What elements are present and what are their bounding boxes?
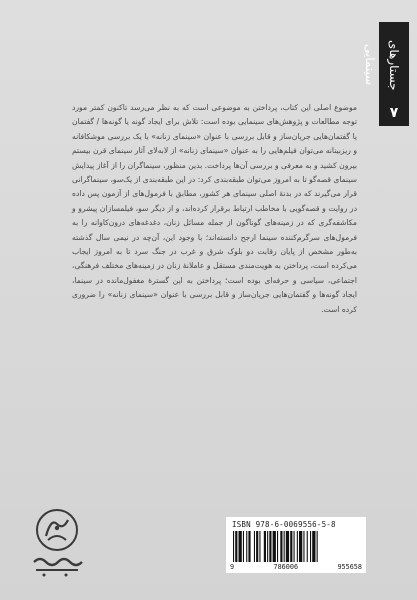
- barcode-bar: [290, 531, 292, 562]
- isbn-label: ISBN 978-6-0069556-5-8: [232, 520, 336, 529]
- barcode-bar: [299, 531, 302, 562]
- barcode-bar: [307, 531, 308, 562]
- barcode-bar: [312, 531, 315, 562]
- barcode-bar: [286, 531, 289, 562]
- barcode-digit-right: 955658: [337, 563, 362, 571]
- barcode-bar: [303, 531, 304, 562]
- series-label: [363, 22, 409, 126]
- barcode-bar: [267, 531, 268, 562]
- publisher-logo: [26, 506, 88, 580]
- barcode-bar: [239, 531, 242, 562]
- series-number: ۷: [389, 105, 399, 121]
- barcode-bar: [235, 531, 237, 562]
- barcode-bar: [273, 531, 276, 562]
- barcode-bar: [248, 531, 250, 562]
- publisher-logo-icon: [26, 506, 88, 580]
- series-title: جستارهای سینمایی: [363, 39, 401, 91]
- barcode-bar: [254, 531, 255, 562]
- barcode-bar: [243, 531, 244, 562]
- barcode-bar: [246, 531, 247, 562]
- barcode: [226, 517, 366, 573]
- barcode-bar: [297, 531, 298, 562]
- barcode-bar: [269, 531, 271, 562]
- blurb-paragraph: موضوع اصلی این کتاب، پرداختن به موضوعی است که به نظر می‌رسد تاکنون کمتر مورد توجه مطالعات و پژوهش‌های سینمایی بوده است: تلاش برای ایجاد گونه یا گونه‌ها / گفتمان یا گفتمان‌هایی جریان‌ساز و قابل بررسی با عنوان «سینمای زنانه» با یک بررسی موشکافانه و ریزبینانه می‌توان فیلم‌هایی را به عنوان «سینمای زنانه» از لابه‌لای آثار سینمای قرن بیستم بیرون کشید و به معرفی و بررسی آن‌ها پرداخت. بدین منظور، سینماگران را از آغاز پیدایش سینمای قصه‌گو تا به امروز می‌توان طبقه‌بندی کرد: در این طبقه‌بندی از یک‌سو، سینماگرانی قرار می‌گیرند که در بدنهٔ اصلی سینمای هر کشور، مطابق با فرمول‌های از آزمون پس داده در روایت و قصه‌گویی با مخاطب ارتباط برقرار کرده‌اند، و از دیگر سو، فیلمسازان پیشرو و مکاشفه‌گری که در زمینه‌های گوناگون از جمله مسائل زنان، دغدغه‌های درون‌کاوانه را به فرمول‌های سرگرم‌کننده سینما ارجح دانسته‌اند؛ با وجود این، آن‌چه در نیمی سال گذشته به‌طور مشخص از پایان رقابت دو بلوک شرق و غرب در جنگ سرد تا به امروز ایجاب می‌کرده است، پرداختن به هویت‌مندی مستقل و عاملانهٔ زنان در زمینه‌های مختلف فرهنگی، اجتماعی، سیاسی و حرفه‌ای بوده است؛ پرداختن به این گسترهٔ مغفول‌مانده در سینما، ایجاد گونه‌ها و گفتمان‌هایی جریان‌ساز و قابل بررسی با عنوان «سینمای زنانه» را ضروری کرده است.: [72, 103, 357, 314]
- barcode-bar: [256, 531, 258, 562]
- blurb: [72, 101, 357, 317]
- barcode-digit-left: 786006: [273, 563, 299, 571]
- barcode-bar: [233, 531, 234, 562]
- barcode-bar: [294, 531, 295, 562]
- barcode-digits: [230, 563, 362, 571]
- barcode-bar: [310, 531, 311, 562]
- barcode-digit-prefix: 9: [230, 563, 235, 571]
- barcode-bar: [280, 531, 282, 562]
- barcode-bar: [259, 531, 260, 562]
- barcode-bar: [277, 531, 278, 562]
- barcode-bar: [317, 531, 318, 562]
- barcode-bars: [233, 531, 359, 562]
- barcode-bar: [284, 531, 285, 562]
- barcode-bar: [264, 531, 266, 562]
